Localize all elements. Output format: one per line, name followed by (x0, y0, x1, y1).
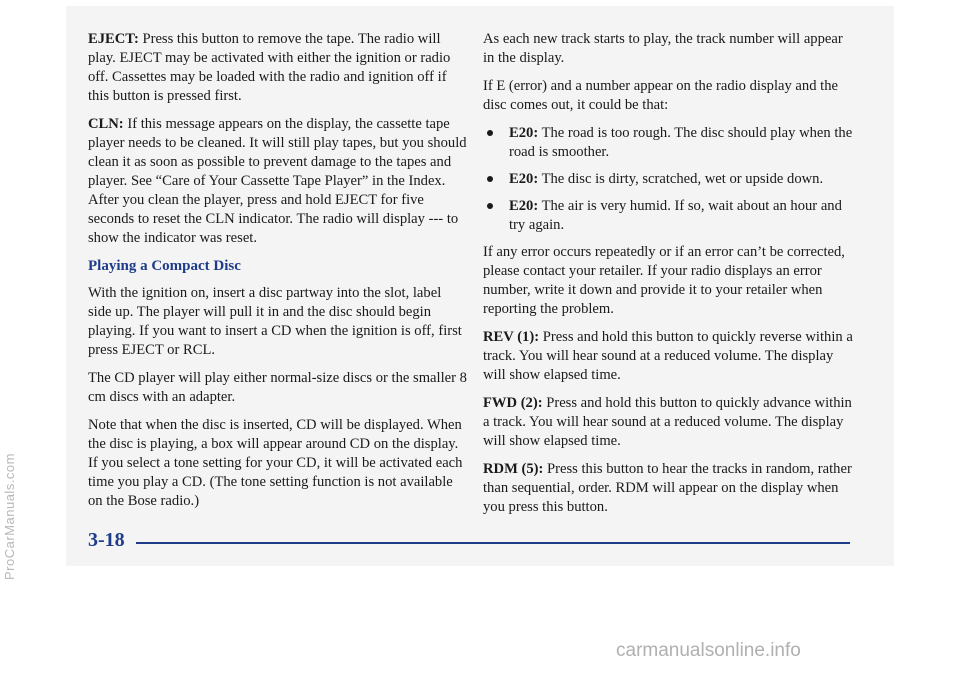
rdm-text: Press this button to hear the tracks in random, rather than sequential, order. RDM will appear on the display when you press this button. (483, 461, 852, 515)
cln-label: CLN: (88, 116, 124, 132)
cd-insert-paragraph: With the ignition on, insert a disc partway into the slot, label side up. The player will pull it in and the disc should begin playing. If you want to insert a CD when the ignition is off, first press EJECT or RCL. (88, 285, 462, 358)
left-column (88, 30, 468, 520)
cln-text: If this message appears on the display, the cassette tape player needs to be cleaned. It will still play tapes, but you should clean it as soon as possible to prevent damage to the tapes and player. See “Care of Your Cassette Tape Player” in the Index. After you clean the player, press and hold EJECT for five seconds to reset the CLN indicator. The radio will display --- to show the indicator was reset. (88, 116, 467, 246)
list-item (483, 124, 855, 162)
rdm-paragraph (483, 460, 855, 517)
rev-text: Press and hold this button to quickly reverse within a track. You will hear sound at a reduced volume. The display will show elapsed time. (483, 329, 853, 383)
bottom-watermark: carmanualsonline.info (616, 640, 801, 661)
fwd-label: FWD (2): (483, 395, 543, 411)
error-text: The air is very humid. If so, wait about an hour and try again. (509, 198, 842, 233)
rev-paragraph (483, 328, 855, 385)
bullet-icon (487, 130, 493, 136)
page-number: 3-18 (88, 529, 125, 551)
cd-section-heading: Playing a Compact Disc (88, 258, 241, 274)
error-followup-paragraph: If any error occurs repeatedly or if an error can’t be corrected, please contact your retailer. If your radio displays an error number, write it down and provide it to your retailer when reporting the problem. (483, 244, 845, 317)
footer-divider (136, 542, 850, 544)
error-code: E20: (509, 171, 539, 187)
eject-text: Press this button to remove the tape. The radio will play. EJECT may be activated with either the ignition or radio off. Cassettes may be loaded with the radio and ignition off if this button is pressed first. (88, 31, 451, 104)
error-code: E20: (509, 125, 539, 141)
list-item (483, 197, 855, 235)
eject-label: EJECT: (88, 31, 139, 47)
right-column (483, 30, 855, 526)
fwd-text: Press and hold this button to quickly advance within a track. You will hear sound at a reduced volume. The display will show elapsed time. (483, 395, 852, 449)
list-item (483, 170, 855, 189)
error-code: E20: (509, 198, 539, 214)
error-text: The disc is dirty, scratched, wet or upside down. (538, 171, 824, 187)
error-text: The road is too rough. The disc should play when the road is smoother. (509, 125, 853, 160)
fwd-paragraph (483, 394, 855, 451)
rdm-label: RDM (5): (483, 461, 544, 477)
track-paragraph: As each new track starts to play, the track number will appear in the display. (483, 31, 843, 66)
side-watermark: ProCarManuals.com (2, 453, 17, 580)
error-intro-paragraph: If E (error) and a number appear on the radio display and the disc comes out, it could be that: (483, 78, 838, 113)
bullet-icon (487, 176, 493, 182)
cd-size-paragraph: The CD player will play either normal-size discs or the smaller 8 cm discs with an adapter. (88, 370, 467, 405)
eject-paragraph (88, 30, 468, 106)
error-list (483, 124, 855, 235)
cd-display-paragraph: Note that when the disc is inserted, CD will be displayed. When the disc is playing, a box will appear around CD on the display. If you select a tone setting for your CD, it will be activated each time you play a CD. (The tone setting function is not available on the Bose radio.) (88, 417, 463, 509)
rev-label: REV (1): (483, 329, 540, 345)
cln-paragraph (88, 115, 468, 248)
bullet-icon (487, 203, 493, 209)
